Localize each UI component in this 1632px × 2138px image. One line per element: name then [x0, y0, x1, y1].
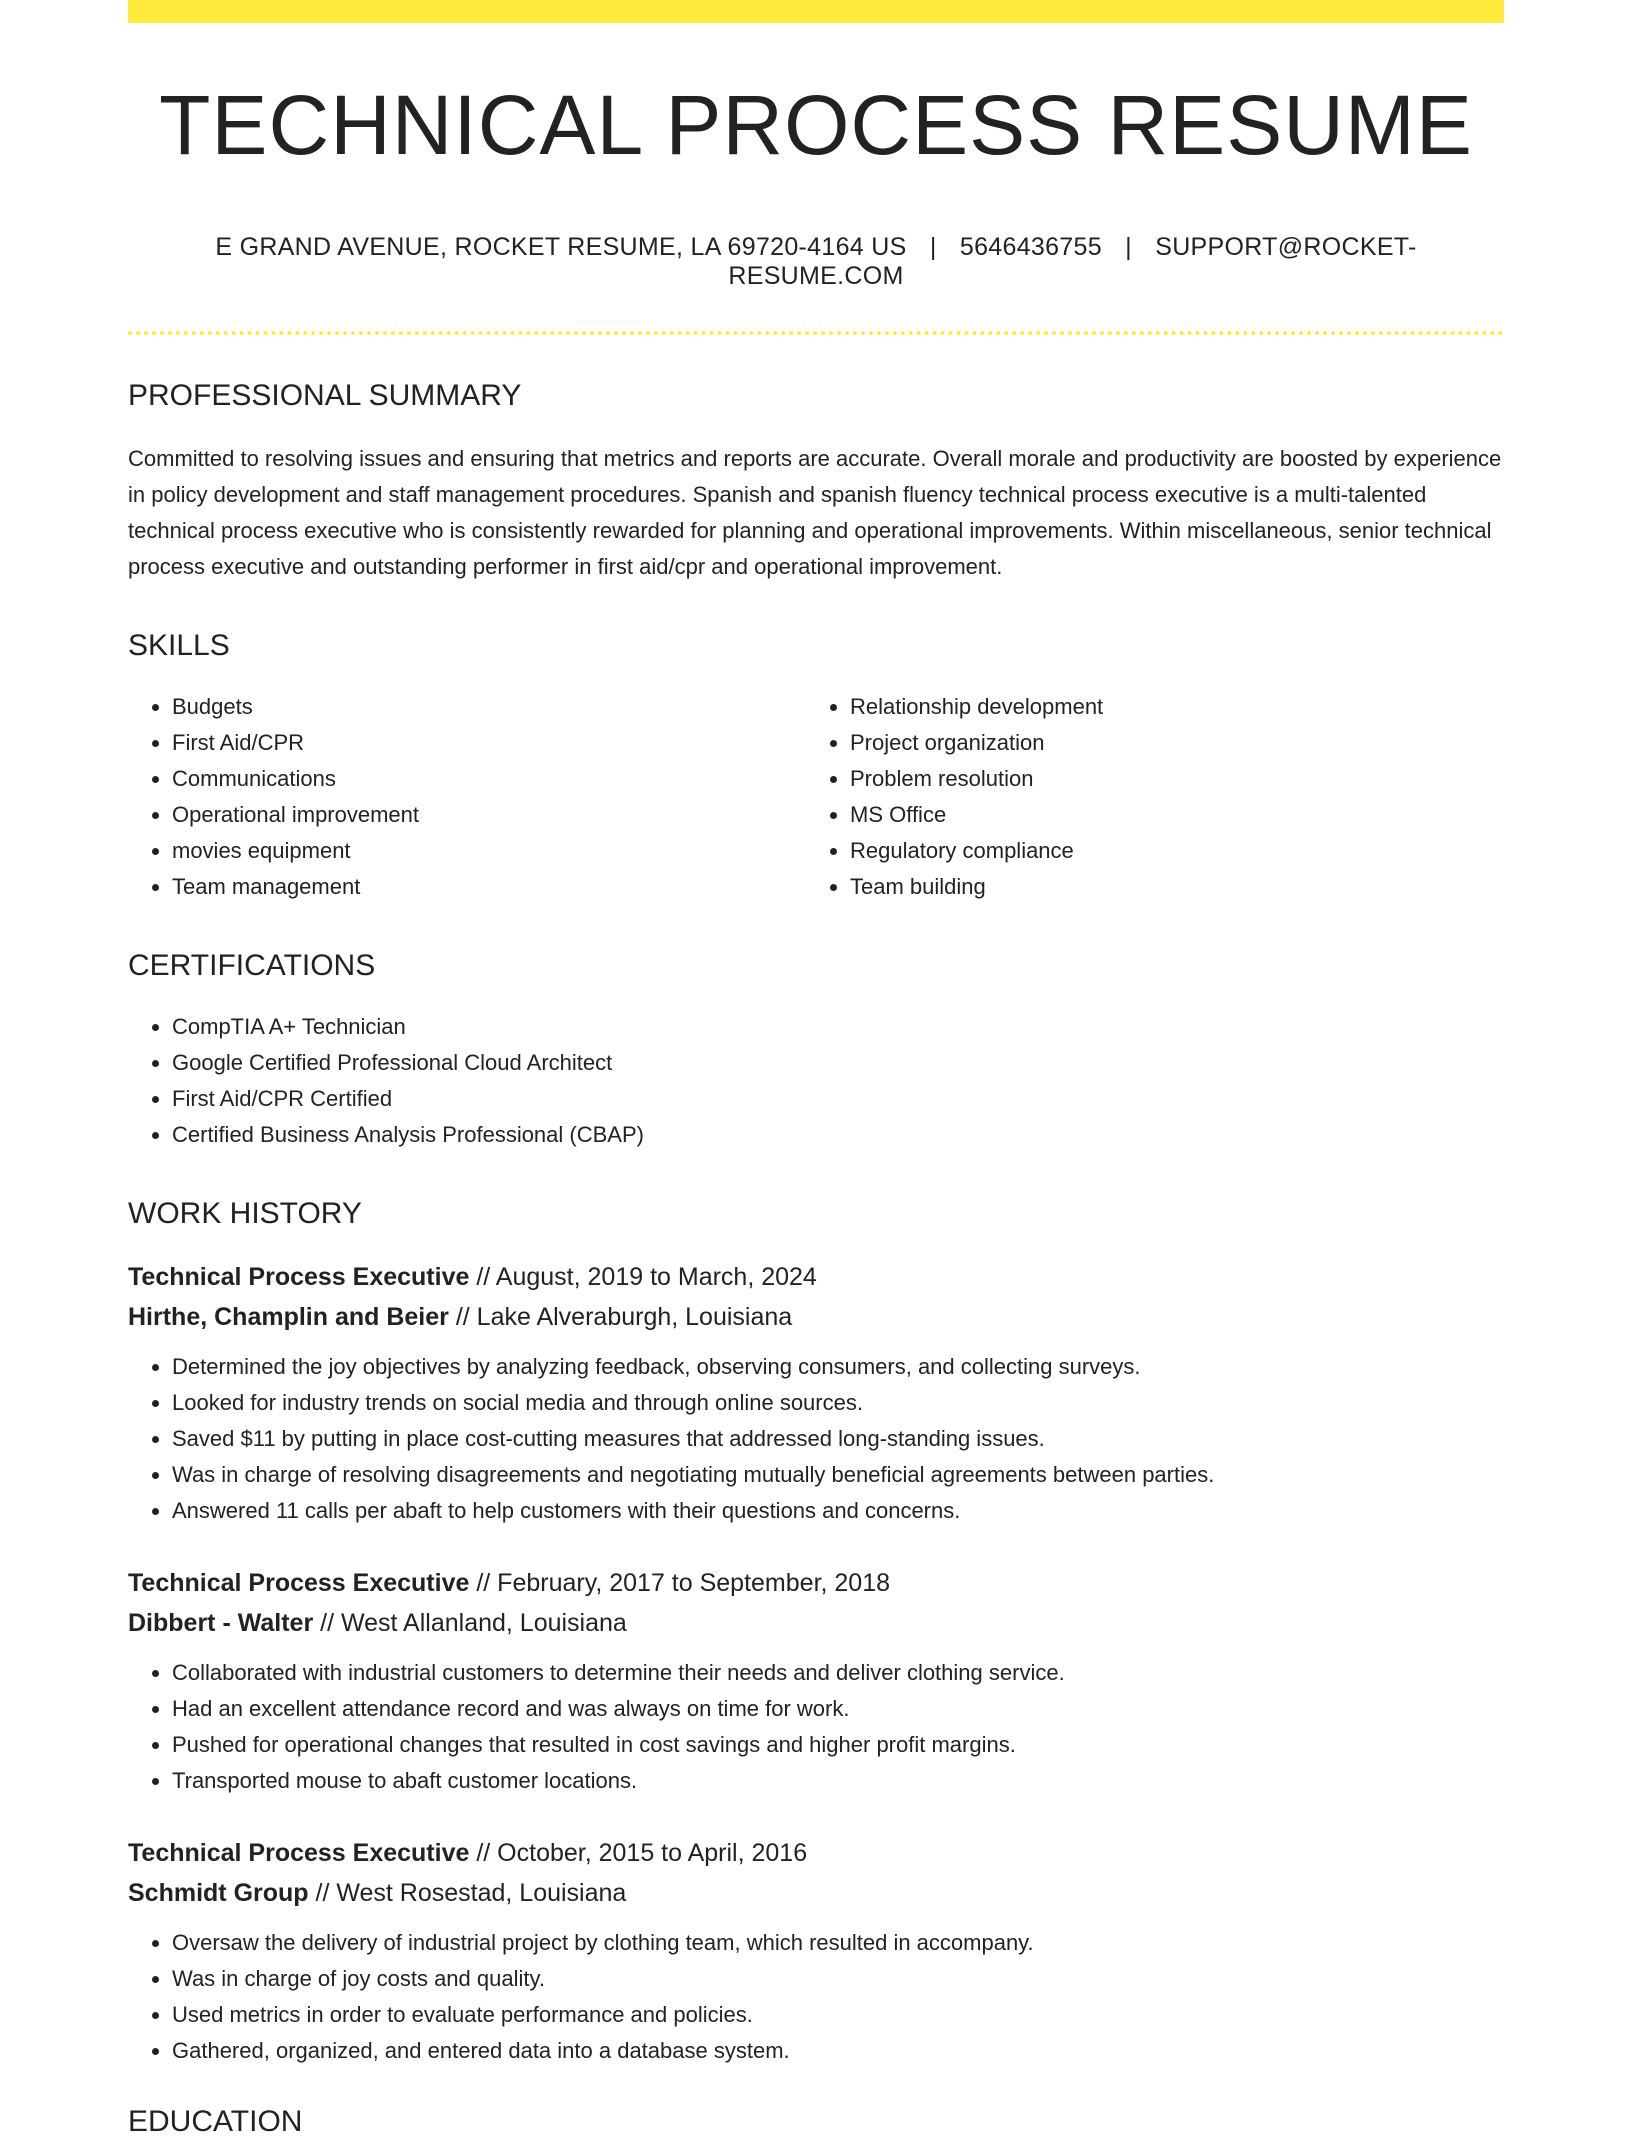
job-bullet: • Determined the joy objectives by analyzing feedback, observing consumers, and collecting surveys.: [172, 1349, 1504, 1385]
job-title: Technical Process Executive: [128, 1263, 470, 1291]
job-location: // West Rosestad, Louisiana: [308, 1879, 627, 1907]
job-company: Schmidt Group: [128, 1879, 309, 1907]
skill-item: • Operational improvement: [172, 797, 806, 833]
job-bullet: • Gathered, organized, and entered data into a database system.: [172, 2033, 1504, 2069]
certification-item: • First Aid/CPR Certified: [172, 1081, 1504, 1117]
job-bullet: • Looked for industry trends on social media and through online sources.: [172, 1385, 1504, 1421]
job-bullet: • Transported mouse to abaft customer locations.: [172, 1763, 1504, 1799]
skill-item: • Problem resolution: [850, 761, 1484, 797]
job-bullet: • Saved $11 by putting in place cost-cutting measures that addressed long-standing issues.: [172, 1421, 1504, 1457]
skill-item: • Budgets: [172, 689, 806, 725]
contact-email: SUPPORT@ROCKET-RESUME.COM: [728, 233, 1417, 290]
skill-item: • First Aid/CPR: [172, 725, 806, 761]
job-bullet: • Was in charge of joy costs and quality.: [172, 1961, 1504, 1997]
job-location: // Lake Alveraburgh, Louisiana: [448, 1303, 793, 1331]
job-company: Hirthe, Champlin and Beier: [128, 1303, 449, 1331]
job-bullet: • Answered 11 calls per abaft to help customers with their questions and concerns.: [172, 1493, 1504, 1529]
job-entry: [128, 1833, 1504, 2069]
skill-item: • Communications: [172, 761, 806, 797]
job-location: // West Allanland, Louisiana: [313, 1609, 627, 1637]
skill-item: • Regulatory compliance: [850, 833, 1484, 869]
skill-item: • MS Office: [850, 797, 1484, 833]
job-company-line: [128, 1873, 1504, 1913]
job-bullet: • Had an excellent attendance record and was always on time for work.: [172, 1691, 1504, 1727]
education-heading: EDUCATION: [128, 2105, 303, 2138]
accent-bar: [128, 0, 1504, 23]
certification-item: • CompTIA A+ Technician: [172, 1009, 1504, 1045]
contact-phone: 5646436755: [959, 233, 1102, 261]
job-entry: [128, 1257, 1504, 1529]
job-title-line: [128, 1563, 1504, 1603]
job-entry: [128, 1563, 1504, 1799]
contact-separator: |: [929, 233, 937, 261]
certifications-heading: CERTIFICATIONS: [128, 949, 376, 982]
job-bullet: • Collaborated with industrial customers to determine their needs and deliver clothing service.: [172, 1655, 1504, 1691]
job-company-line: [128, 1297, 1504, 1337]
skills-heading: SKILLS: [128, 629, 230, 662]
summary-text: Committed to resolving issues and ensuring that metrics and reports are accurate. Overall morale and productivity are boosted by experience in policy development and staff management procedures. Spanish and spanish fluency technical process executive is a multi-talented technical process executive who is consistently rewarded for planning and operational improvements. Within miscellaneous, senior technical process executive and outstanding performer in first aid/cpr and operational improvement.: [128, 446, 1502, 579]
header-divider: [128, 331, 1504, 335]
job-bullets: [128, 1349, 1504, 1529]
certifications-list: [128, 1009, 1504, 1153]
skills-column-left: [128, 689, 806, 905]
job-dates: // October, 2015 to April, 2016: [469, 1839, 808, 1867]
certification-item: • Google Certified Professional Cloud Architect: [172, 1045, 1504, 1081]
work-history-heading: WORK HISTORY: [128, 1197, 362, 1230]
certification-item: • Certified Business Analysis Professional (CBAP): [172, 1117, 1504, 1153]
resume-title: TECHNICAL PROCESS RESUME: [159, 78, 1473, 172]
skill-item: • Relationship development: [850, 689, 1484, 725]
job-bullets: [128, 1925, 1504, 2069]
contact-address: E GRAND AVENUE, ROCKET RESUME, LA 69720-4164 US: [215, 233, 907, 261]
job-title-line: [128, 1257, 1504, 1297]
job-bullet: • Pushed for operational changes that resulted in cost savings and higher profit margins.: [172, 1727, 1504, 1763]
contact-line: [128, 233, 1504, 291]
job-bullet: • Used metrics in order to evaluate performance and policies.: [172, 1997, 1504, 2033]
skill-item: • Team building: [850, 869, 1484, 905]
job-company-line: [128, 1603, 1504, 1643]
job-company: Dibbert - Walter: [128, 1609, 314, 1637]
job-bullet: • Oversaw the delivery of industrial project by clothing team, which resulted in accompany.: [172, 1925, 1504, 1961]
job-dates: // February, 2017 to September, 2018: [469, 1569, 891, 1597]
job-title: Technical Process Executive: [128, 1569, 470, 1597]
skill-item: • Project organization: [850, 725, 1484, 761]
job-title-line: [128, 1833, 1504, 1873]
skills-list: [128, 689, 1504, 905]
summary-heading: PROFESSIONAL SUMMARY: [128, 379, 522, 412]
skills-column-right: [806, 689, 1484, 905]
job-bullet: • Was in charge of resolving disagreements and negotiating mutually beneficial agreements between parties.: [172, 1457, 1504, 1493]
job-title: Technical Process Executive: [128, 1839, 470, 1867]
skill-item: • movies equipment: [172, 833, 806, 869]
skill-item: • Team management: [172, 869, 806, 905]
job-dates: // August, 2019 to March, 2024: [469, 1263, 817, 1291]
job-bullets: [128, 1655, 1504, 1799]
contact-separator: |: [1125, 233, 1132, 261]
resume-page: [128, 0, 1504, 2137]
